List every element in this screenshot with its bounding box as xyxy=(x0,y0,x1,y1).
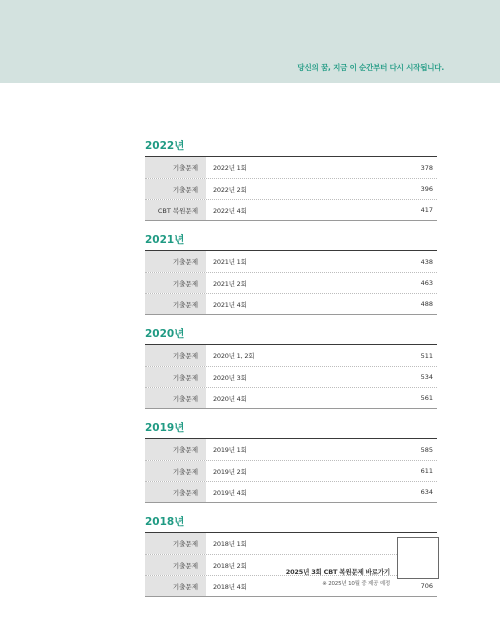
row-page-number: 634 xyxy=(420,488,433,496)
row-exam-name: 2019년 4회 xyxy=(213,488,247,497)
row-page-number: 585 xyxy=(420,445,433,454)
row-page-number: 417 xyxy=(420,206,433,214)
table-row[interactable] xyxy=(145,481,437,502)
table-row[interactable] xyxy=(145,533,437,554)
year-title: 2020년 xyxy=(145,328,185,340)
row-page-number: 534 xyxy=(420,373,433,381)
table-row[interactable] xyxy=(145,439,437,460)
row-exam-name: 2019년 2회 xyxy=(213,467,247,476)
row-category: 기출문제 xyxy=(145,576,206,596)
table-row[interactable] xyxy=(145,178,437,199)
row-category: 기출문제 xyxy=(145,179,206,199)
table-row[interactable] xyxy=(145,251,437,272)
row-exam-name: 2020년 3회 xyxy=(213,373,247,382)
table-row[interactable] xyxy=(145,293,437,314)
row-exam-name: 2021년 4회 xyxy=(213,300,247,309)
row-page-number: 611 xyxy=(420,467,433,475)
row-category: 기출문제 xyxy=(145,533,206,554)
row-exam-name: 2021년 1회 xyxy=(213,258,247,266)
row-page-number: 706 xyxy=(420,582,433,590)
row-page-number: 561 xyxy=(420,394,433,402)
table-row[interactable] xyxy=(145,366,437,387)
year-table xyxy=(145,438,437,503)
row-category: 기출문제 xyxy=(145,294,206,314)
cbt-link-title[interactable]: 2025년 3회 CBT 복원문제 바로가기 xyxy=(285,568,390,576)
year-title: 2022년 xyxy=(145,140,185,152)
row-exam-name: 2020년 1, 2회 xyxy=(213,352,255,360)
row-page-number: 511 xyxy=(420,351,433,360)
row-page-number: 378 xyxy=(420,163,433,172)
row-exam-name: 2019년 1회 xyxy=(213,446,247,454)
row-category: 기출문제 xyxy=(145,388,206,408)
row-category: 기출문제 xyxy=(145,439,206,460)
row-category: 기출문제 xyxy=(145,482,206,502)
table-row[interactable] xyxy=(145,199,437,220)
row-category: CBT 복원문제 xyxy=(145,200,206,220)
header-band xyxy=(0,0,500,83)
row-exam-name: 2022년 1회 xyxy=(213,164,247,172)
row-page-number: 396 xyxy=(420,185,433,193)
table-row[interactable] xyxy=(145,460,437,481)
table-of-contents xyxy=(145,140,437,610)
row-page-number: 488 xyxy=(420,300,433,308)
table-row[interactable] xyxy=(145,345,437,366)
table-row[interactable] xyxy=(145,387,437,408)
table-row[interactable] xyxy=(145,157,437,178)
row-page-number: 463 xyxy=(420,279,433,287)
row-exam-name: 2022년 2회 xyxy=(213,185,247,194)
qr-code-placeholder[interactable] xyxy=(397,537,439,579)
row-exam-name: 2020년 4회 xyxy=(213,394,247,403)
row-exam-name: 2022년 4회 xyxy=(213,206,247,215)
slogan: 당신의 꿈, 지금 이 순간부터 다시 시작됩니다. xyxy=(297,63,444,72)
year-section xyxy=(145,328,437,409)
year-table xyxy=(145,156,437,221)
row-category: 기출문제 xyxy=(145,251,206,272)
year-section xyxy=(145,140,437,221)
year-table xyxy=(145,532,437,597)
cbt-link-block[interactable] xyxy=(250,567,390,587)
row-exam-name: 2018년 1회 xyxy=(213,540,247,548)
row-page-number: 438 xyxy=(420,257,433,266)
table-row[interactable] xyxy=(145,272,437,293)
row-category: 기출문제 xyxy=(145,157,206,178)
row-exam-name: 2021년 2회 xyxy=(213,279,247,288)
row-category: 기출문제 xyxy=(145,273,206,293)
year-table xyxy=(145,344,437,409)
row-category: 기출문제 xyxy=(145,367,206,387)
year-title: 2019년 xyxy=(145,422,185,434)
year-section xyxy=(145,422,437,503)
year-title: 2021년 xyxy=(145,234,185,246)
row-exam-name: 2018년 2회 xyxy=(213,561,247,570)
cbt-link-note: ※ 2025년 10월 중 제공 예정 xyxy=(322,581,390,587)
row-category: 기출문제 xyxy=(145,345,206,366)
year-section xyxy=(145,234,437,315)
row-category: 기출문제 xyxy=(145,555,206,575)
year-title: 2018년 xyxy=(145,516,185,528)
year-table xyxy=(145,250,437,315)
row-exam-name: 2018년 4회 xyxy=(213,582,247,591)
row-category: 기출문제 xyxy=(145,461,206,481)
